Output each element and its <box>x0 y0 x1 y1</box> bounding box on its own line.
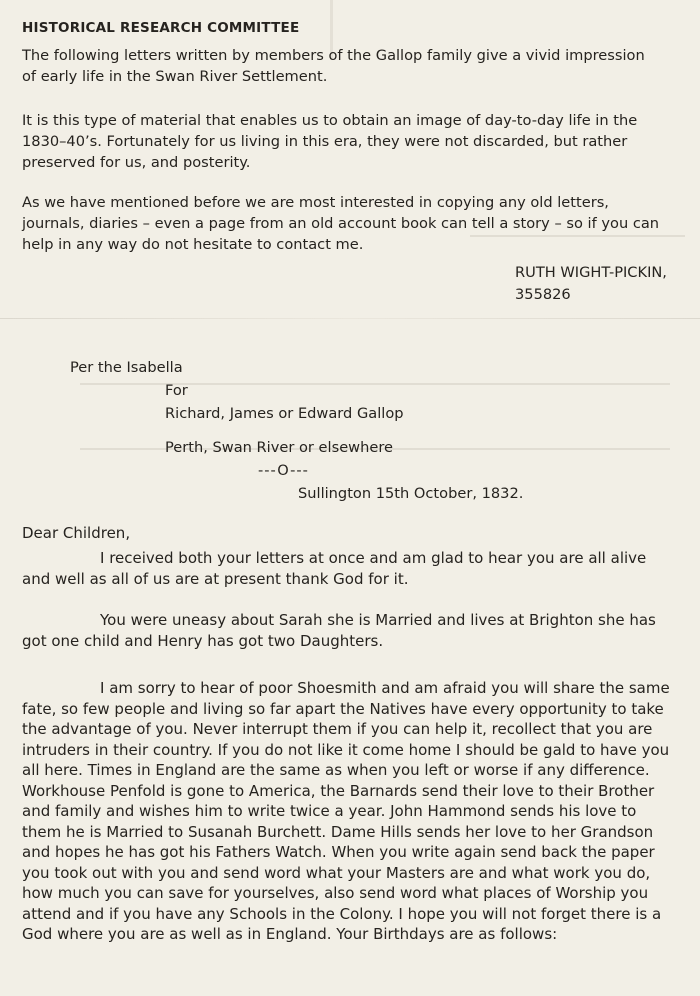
letter-salutation: Dear Children, <box>22 524 131 542</box>
committee-paragraph-3: As we have mentioned before we are most interested in copying any old letters, journals, diaries – even a page from an old account book can tell a story – so if you can help in any way do not hesitate to contact me. <box>22 194 660 253</box>
signature-block <box>515 262 667 306</box>
section-divider <box>0 318 700 319</box>
address-separator: ---O--- <box>258 462 309 479</box>
letter-dateline: Sullington 15th October, 1832. <box>298 485 524 502</box>
committee-heading: HISTORICAL RESEARCH COMMITTEE <box>22 20 300 36</box>
address-line-location: Perth, Swan River or elsewhere <box>165 439 393 456</box>
committee-paragraph-1: The following letters written by members of the Gallop family give a vivid impression of early life in the Swan River Settlement. <box>22 47 645 85</box>
address-line-for: For <box>165 382 188 399</box>
letter-paragraph-3: I am sorry to hear of poor Shoesmith and am afraid you will share the same fate, so few people and living so far apart the Natives have every opportunity to take the advantage of you. Never interrupt them if you can help it, recollect that you are intruders in their country. If you do not like it come home I should be gald to have you all here. Times in England are the same as when you left or worse if any difference. Workhouse Penfold is gone to America, the Barnards send their love to their Brother and family and wishes him to write twice a year. John Hammond sends his love to them he is Married to Susanah Burchett. Dame Hills sends her love to her Grandson and hopes he has got his Fathers Watch. When you write again send back the paper you took out with you and send word what your Masters are and what work you do, how much you can save for yourselves, also send word what places of Worship you attend and if you have any Schools in the Colony. I hope you will not forget there is a God where you are as well as in England. Your Birthdays are as follows: <box>22 679 670 943</box>
signature-name: RUTH WIGHT-PICKIN, <box>515 264 667 281</box>
address-line-recipients: Richard, James or Edward Gallop <box>165 405 404 422</box>
signature-number: 355826 <box>515 286 571 303</box>
letter-paragraph-2: You were uneasy about Sarah she is Married and lives at Brighton she has got one child and Henry has got two Daughters. <box>22 611 656 650</box>
address-line-ship: Per the Isabella <box>70 359 183 376</box>
letter-paragraph-1: I received both your letters at once and am glad to hear you are all alive and well as all of us are at present thank God for it. <box>22 549 647 588</box>
committee-paragraph-2: It is this type of material that enables us to obtain an image of day-to-day life in the 1830–40’s. Fortunately for us living in this era, they were not discarded, but rather preserved for us, and posterity. <box>22 112 638 171</box>
